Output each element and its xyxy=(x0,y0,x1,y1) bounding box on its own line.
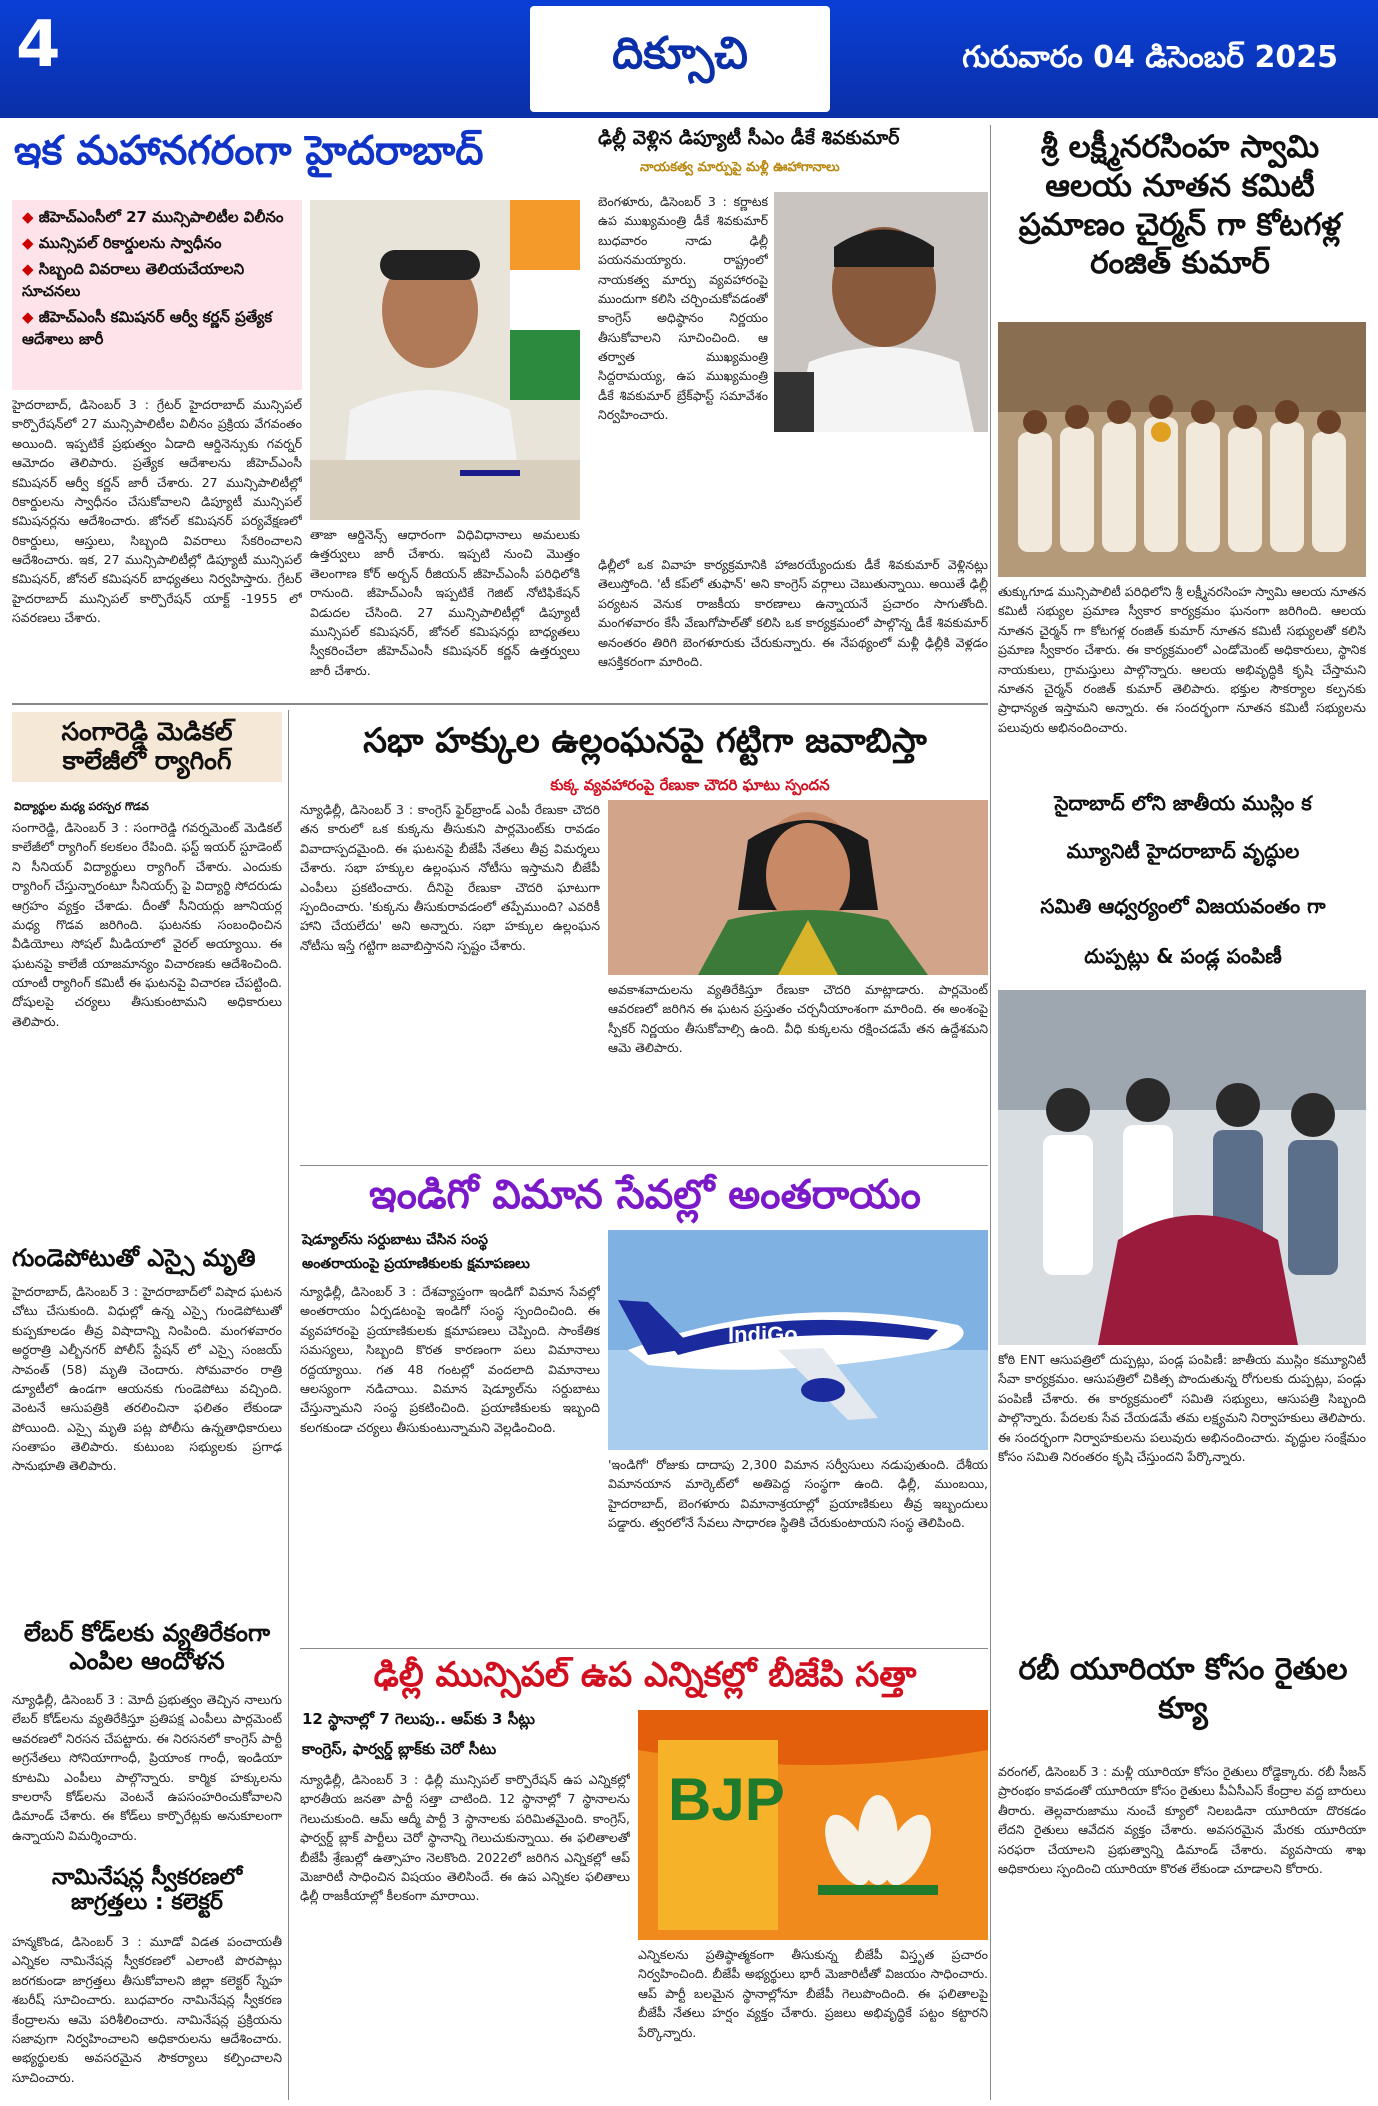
indigo-bullet: షెడ్యూల్‌ను సర్దుబాటు చేసిన సంస్థ xyxy=(302,1232,489,1248)
hyd-headline: ఇక మహానగరంగా హైదరాబాద్ xyxy=(14,128,484,174)
renuka-photo xyxy=(608,800,988,975)
rabi-body: వరంగల్, డిసెంబర్ 3 : మళ్లీ యూరియా కోసం రైతులు రోడ్డెక్కారు. రబీ సీజన్ ప్రారంభం కావడంతో యూరియా కోసం రైతులు పీఏసీఎస్ కేంద్రాల వద్ద బారులు తీరారు. తెల్లవారుజాము నుంచే క్యూలో నిలబడినా యూరియా దొరకడం లేదని రైతులు ఆవేదన వ్యక్తం చేశారు. అవసరమైన మేరకు యూరియా సరఫరా చేయాలని ప్రభుత్వాన్ని డిమాండ్ చేశారు. వ్యవసాయ శాఖ అధికారులు స్పందించి యూరియా కొరత లేకుండా చూడాలని కోరారు. xyxy=(998,1764,1366,1876)
renuka-headline: సభా హక్కుల ఉల్లంఘనపై గట్టిగా జవాబిస్తా xyxy=(363,721,927,761)
page-number: 4 xyxy=(16,8,61,82)
renuka-subtitle: కుక్క వ్యవహారంపై రేణుకా చౌదరి ఘాటు స్పందన xyxy=(550,776,830,794)
nomination-body: హన్మకొండ, డిసెంబర్ 3 : మూడో విడత పంచాయతీ ఎన్నికల నామినేషన్ల స్వీకరణలో ఎలాంటి పొరపాట్లు జరగకుండా జాగ్రత్తలు తీసుకోవాలని జిల్లా కలెక్టర్ స్నేహ శబరీష్ సూచించారు. బుధవారం నామినేషన్ల స్వీకరణ కేంద్రాలను ఆమె పరిశీలించారు. నామినేషన్ల ప్రక్రియను సజావుగా నిర్వహించాలని అధికారులను ఆదేశించారు. అభ్యర్థులకు అవసరమైన సౌకర్యాలు కల్పించాలని సూచించారు. xyxy=(12,1934,282,2085)
temple-group-photo xyxy=(998,322,1366,577)
issue-date: గురువారం 04 డిసెంబర్ 2025 xyxy=(962,40,1338,75)
saidabad-photo xyxy=(998,990,1366,1345)
heart-body: హైదరాబాద్, డిసెంబర్ 3 : హైదరాబాద్‌లో విషాద ఘటన చోటు చేసుకుంది. విధుల్లో ఉన్న ఎస్సై గుండెపోటుతో కుప్పకూలడం తీవ్ర విషాదాన్ని నింపింది. మంగళవారం అర్ధరాత్రి ఎల్బీనగర్ పోలీస్ స్టేషన్ లో ఎస్సై సంజయ్ సావంత్ (58) మృతి చెందారు. సోమవారం రాత్రి డ్యూటీలో ఉండగా ఆయనకు గుండెపోటు వచ్చింది. వెంటనే ఆసుపత్రికి తరలించినా ఫలితం లేకుండా పోయింది. ఎస్సై మృతి పట్ల పోలీసు ఉన్నతాధికారులు సంతాపం తెలిపారు. కుటుంబ సభ్యులకు ప్రగాఢ సానుభూతి తెలిపారు. xyxy=(12,1284,282,1474)
dks-photo xyxy=(774,192,988,432)
renuka-body-1: న్యూఢిల్లీ, డిసెంబర్ 3 : కాంగ్రెస్ ఫైర్‌బ్రాండ్ ఎంపీ రేణుకా చౌదరి తన కారులో ఒక కుక్కను తీసుకుని పార్లమెంట్‌కు రావడం వివాదాస్పదమైంది. ఈ ఘటనపై బీజేపీ నేతలు తీవ్ర విమర్శలు చేశారు. సభా హక్కుల ఉల్లంఘన నోటీసు ఇస్తామని బీజేపీ ఎంపీలు ప్రకటించారు. దీనిపై రేణుకా చౌదరి ఘాటుగా స్పందించారు. 'కుక్కను తీసుకురావడంలో తప్పేముంది? ఎవరికీ హాని చేయలేదు' అని అన్నారు. సభా హక్కుల ఉల్లంఘన నోటీసు ఇస్తే గట్టిగా జవాబిస్తానని స్పష్టం చేశారు. xyxy=(300,802,600,953)
medical-body: సంగారెడ్డి, డిసెంబర్ 3 : సంగారెడ్డి గవర్నమెంట్ మెడికల్ కాలేజీలో ర్యాగింగ్ కలకలం రేపింది. ఫస్ట్ ఇయర్ స్టూడెంట్ ని సీనియర్ విద్యార్థులు ర్యాగింగ్ చేశారు. ఎందుకు ర్యాగింగ్ చేస్తున్నారంటూ సీనియర్స్ పై విద్యార్థి సోదరుడు ఆగ్రహం వ్యక్తం చేశాడు. దీంతో సీనియర్లు జూనియర్ల మధ్య గొడవ జరిగింది. ఘటనకు సంబంధించిన వీడియోలు సోషల్ మీడియాలో వైరల్ అయ్యాయి. ఈ ఘటనపై కాలేజీ యాజమాన్యం విచారణకు ఆదేశించింది. యాంటీ ర్యాగింగ్ కమిటీ ఈ ఘటనపై విచారణ చేపట్టింది. దోషులపై చర్యలు తీసుకుంటామని అధికారులు తెలిపారు. xyxy=(12,820,282,1029)
medical-subtitle: విద్యార్థుల మధ్య పరస్పర గొడవ xyxy=(14,800,149,813)
newspaper-logo: దిక్సూచి xyxy=(530,6,830,112)
renuka-body-2: అవకాశవాదులను వ్యతిరేకిస్తూ రేణుకా చౌదరి మాట్లాడారు. పార్లమెంట్ ఆవరణలో జరిగిన ఈ ఘటన ప్రస్తుతం చర్చనీయాంశంగా మారింది. ఈ అంశంపై స్పీకర్ నిర్ణయం తీసుకోవాల్సి ఉంది. వీధి కుక్కలను రక్షించడమే తన ఉద్దేశమని ఆమె తెలిపారు. xyxy=(608,982,988,1056)
labour-headline: లేబర్ కోడ్‌లకు వ్యతిరేకంగా ఎంపిల ఆందోళన xyxy=(23,1619,271,1675)
hyd-bullets xyxy=(12,200,302,390)
bjp-flag-text: BJP xyxy=(668,1766,785,1833)
indigo-plane-photo xyxy=(608,1230,988,1450)
hyd-body-1: హైదరాబాద్, డిసెంబర్ 3 : గ్రేటర్ హైదరాబాద్ మున్సిపల్ కార్పొరేషన్‌లో 27 మున్సిపాలిటీల విలీనం ప్రక్రియ వేగవంతం అయింది. ఇప్పటికే ప్రభుత్వం ఏడాది ఆర్డినెన్సుకు గవర్నర్ ఆమోదం తెలిపారు. ప్రత్యేక ఆదేశాలను జీహెచ్‌ఎంసీ కమిషనర్ ఆర్వీ కర్ణన్ జారీ చేశారు. 27 మున్సిపాలిటీల్లో రికార్డులను స్వాధీనం చేసుకోవాలని డిప్యూటీ మున్సిపల్ కమిషనర్లను ఆదేశించారు. జోనల్ కమిషనర్ పర్యవేక్షణలో రికార్డులు, ఆస్తులు, సిబ్బంది వివరాలు సేకరించాలని ఆదేశించారు. ఇక, 27 మున్సిపాలిటీల్లో డిప్యూటీ మున్సిపల్ కమిషనర్, జోనల్ కమిషనర్ బాధ్యతలు నిర్వహిస్తారు. గ్రేటర్ హైదరాబాద్ మున్సిపల్ కార్పొరేషన్ యాక్ట్ -1955 లో సవరణలు చేశారు. xyxy=(12,397,302,626)
delhi-body-2: ఎన్నికలను ప్రతిష్ఠాత్మకంగా తీసుకున్న బీజేపీ విస్తృత ప్రచారం నిర్వహించింది. బీజేపీ అభ్యర్థులు భారీ మెజారిటీతో విజయం సాధించారు. ఆప్ పార్టీ బలమైన స్థానాల్లోనూ బీజేపీ గెలుపొందింది. ఈ ఫలితాలపై బీజేపీ నేతలు హర్షం వ్యక్తం చేశారు. ప్రజలు అభివృద్ధికే పట్టం కట్టారని పేర్కొన్నారు. xyxy=(638,1947,988,2040)
delhi-bullet: కాంగ్రెస్, ఫార్వర్డ్ బ్లాక్‌కు చెరో సీటు xyxy=(302,1740,497,1758)
column-separator xyxy=(288,710,289,2100)
delhi-headline: ఢిల్లీ మున్సిపల్ ఉప ఎన్నికల్లో బీజేపి సత్తా xyxy=(373,1655,917,1695)
hyd-bullet: ◆ జీహెచ్ఎంసీ కమిషనర్ ఆర్వీ కర్ణన్ ప్రత్యేక ఆదేశాలు జారీ xyxy=(22,308,292,352)
labour-body: న్యూఢిల్లీ, డిసెంబర్ 3 : మోదీ ప్రభుత్వం తెచ్చిన నాలుగు లేబర్ కోడ్‌లను వ్యతిరేకిస్తూ ప్రతిపక్ష ఎంపీలు పార్లమెంట్ ఆవరణలో నిరసన చేపట్టారు. ఈ నిరసనలో కాంగ్రెస్ పార్టీ అగ్రనేతలు సోనియాగాంధీ, ప్రియాంక గాంధీ, ఇండియా కూటమి ఎంపీలు పాల్గొన్నారు. కార్మిక హక్కులను కాలరాసే కోడ్‌లను వెంటనే ఉపసంహరించుకోవాలని డిమాండ్ చేశారు. ఈ కోడ్‌లు కార్పొరేట్లకు అనుకూలంగా ఉన్నాయని విమర్శించారు. xyxy=(12,1692,282,1843)
saidabad-title-3: సమితి ఆధ్వర్యంలో విజయవంతం గా xyxy=(1040,894,1326,918)
nomination-headline: నామినేషన్ల స్వీకరణలో జాగ్రత్తలు : కలెక్టర్ xyxy=(51,1865,243,1916)
indigo-logo-text: IndiGo xyxy=(728,1322,798,1347)
hyd-body-2: తాజా ఆర్డినెన్స్ ఆధారంగా విధివిధానాలు అమలుకు ఉత్తర్వులు జారీ చేశారు. ఇప్పటి నుంచి మొత్తం తెలంగాణ కోర్ అర్బన్ రీజియన్ జీహెచ్‌ఎంసీ పరిధిలోకి రానుంది. జీహెచ్ఎంసీ ఇప్పటికే గెజిట్ నోటిఫికేషన్ విడుదల చేసింది. 27 మున్సిపాలిటీల్లో డిప్యూటీ మున్సిపల్ కమిషనర్, జోనల్ కమిషనర్లు బాధ్యతలు స్వీకరించేలా జీహెచ్‌ఎంసీ కమిషనర్ కర్ణన్ ఉత్తర్వులు జారీ చేశారు. xyxy=(310,527,580,678)
saidabad-title-1: సైదాబాద్ లోని జాతీయ ముస్లిం క xyxy=(1054,791,1312,815)
temple-headline: శ్రీ లక్ష్మీనరసింహ స్వామి ఆలయ నూతన కమిటీ ప్రమాణం చైర్మన్ గా కోటగళ్ల రంజిత్ కుమార్ xyxy=(1018,129,1342,282)
row-separator xyxy=(300,1165,988,1166)
dks-body-2: ఢిల్లీలో ఒక వివాహ కార్యక్రమానికి హాజరయ్యేందుకు డీకే శివకుమార్ వెళ్లినట్లు తెలుస్తోంది. 'టీ కప్‌లో తుఫాన్' అని కాంగ్రెస్ వర్గాలు చెబుతున్నాయి. అయితే ఢిల్లీ పర్యటన వెనుక రాజకీయ కారణాలు ఉన్నాయనే ప్రచారం సాగుతోంది. మంగళవారం కేసీ వేణుగోపాల్‌తో కలిసి ఒక కార్యక్రమంలో పాల్గొన్న డీకే శివకుమార్ అనంతరం తిరిగి బెంగళూరుకు చేరుకున్నారు. ఈ నేపథ్యంలో మళ్లీ ఢిల్లీకి వెళ్లడం ఆసక్తికరంగా మారింది. xyxy=(598,557,988,669)
dks-subtitle: నాయకత్వ మార్పుపై మళ్లీ ఊహాగానాలు xyxy=(640,160,840,175)
saidabad-title-4: దుప్పట్లు & పండ్ల పంపిణీ xyxy=(1084,944,1282,968)
dks-body-1: బెంగళూరు, డిసెంబర్ 3 : కర్ణాటక ఉప ముఖ్యమంత్రి డీకే శివకుమార్ బుధవారం నాడు ఢిల్లీ పయనమయ్యారు. రాష్ట్రంలో నాయకత్వ మార్పు వ్యవహారంపై ముందుగా కలిసి చర్చించుకోవడంతో కాంగ్రెస్ అధిష్ఠానం నిర్ణయం తీసుకోవాలని సూచించింది. ఆ తర్వాత ముఖ్యమంత్రి సిద్దరామయ్య, ఉప ముఖ్యమంత్రి డీకే శివకుమార్ బ్రేక్‌ఫాస్ట్ సమావేశం నిర్వహించారు. xyxy=(598,194,768,423)
heart-headline: గుండెపోటుతో ఎస్సై మృతి xyxy=(12,1244,256,1272)
hyd-bullet: ◆ జీహెచ్‌ఎంసీలో 27 మున్సిపాలిటీల విలీనం xyxy=(22,208,292,230)
medical-headline: సంగారెడ్డి మెడికల్ కాలేజీలో ర్యాగింగ్ xyxy=(12,712,282,782)
column-separator xyxy=(990,125,991,2100)
page-header xyxy=(0,0,1378,118)
hyd-official-photo xyxy=(310,200,580,520)
indigo-headline: ఇండిగో విమాన సేవల్లో అంతరాయం xyxy=(369,1172,921,1218)
indigo-body-2: 'ఇండిగో' రోజుకు దాదాపు 2,300 విమాన సర్వీసులు నడుపుతుంది. దేశీయ విమానయాన మార్కెట్‌లో అతిపెద్ద సంస్థగా ఉంది. ఢిల్లీ, ముంబయి, హైదరాబాద్, బెంగళూరు విమానాశ్రయాల్లో ప్రయాణికులు తీవ్ర ఇబ్బందులు పడ్డారు. త్వరలోనే సేవలు సాధారణ స్థితికి చేరుకుంటాయని సంస్థ తెలిపింది. xyxy=(608,1457,988,1531)
hyd-bullet: ◆ మున్సిపల్ రికార్డులను స్వాధీనం xyxy=(22,234,292,256)
temple-body: తుక్కుగూడ మున్సిపాలిటీ పరిధిలోని శ్రీ లక్ష్మీనరసింహ స్వామి ఆలయ నూతన కమిటీ సభ్యుల ప్రమాణ స్వీకార కార్యక్రమం ఘనంగా జరిగింది. ఆలయ నూతన చైర్మన్ గా కోటగళ్ల రంజిత్ కుమార్ నూతన కమిటీ సభ్యులతో కలిసి ప్రమాణ స్వీకారం చేశారు. ఈ కార్యక్రమంలో ఎండోమెంట్ అధికారులు, స్థానిక నాయకులు, గ్రామస్తులు పాల్గొన్నారు. ఆలయ అభివృద్ధికి కృషి చేస్తామని నూతన చైర్మన్ రంజిత్ కుమార్ తెలిపారు. భక్తుల సౌకర్యాల కల్పనకు ప్రాధాన్యత ఇస్తామని అన్నారు. ఈ సందర్భంగా నూతన కమిటీ సభ్యులను పలువురు అభినందించారు. xyxy=(998,584,1366,735)
hyd-bullet: ◆ సిబ్బంది వివరాలు తెలియచేయాలని సూచనలు xyxy=(22,260,292,304)
row-separator xyxy=(300,1648,988,1649)
saidabad-body: కోఠి ENT ఆసుపత్రిలో దుప్పట్లు, పండ్ల పంపిణీ: జాతీయ ముస్లిం కమ్యూనిటీ సేవా కార్యక్రమం. ఆసుపత్రిలో చికిత్స పొందుతున్న రోగులకు దుప్పట్లు, పండ్లు పంపిణీ చేశారు. ఈ కార్యక్రమంలో సమితి సభ్యులు, ఆసుపత్రి సిబ్బంది పాల్గొన్నారు. పేదలకు సేవ చేయడమే తమ లక్ష్యమని నిర్వాహకులు తెలిపారు. ఈ సందర్భంగా నిర్వాహకులను పలువురు అభినందించారు. వృద్ధుల సంక్షేమం కోసం సమితి నిరంతరం కృషి చేస్తుందని పేర్కొన్నారు. xyxy=(998,1352,1366,1464)
delhi-bullet: 12 స్థానాల్లో 7 గెలుపు.. ఆప్‌కు 3 సీట్లు xyxy=(302,1710,535,1728)
bjp-flag-photo xyxy=(638,1710,988,1940)
row-separator xyxy=(12,703,988,705)
indigo-bullet: అంతరాయంపై ప్రయాణికులకు క్షమాపణలు xyxy=(302,1256,530,1272)
rabi-headline: రబీ యూరియా కోసం రైతుల క్యూ xyxy=(1018,1652,1348,1726)
saidabad-title-2: మ్యూనిటీ హైదరాబాద్ వృద్ధుల xyxy=(1066,839,1300,863)
dks-headline: ఢిల్లీ వెళ్లిన డిప్యూటీ సీఎం డీకే శివకుమార్ xyxy=(598,127,900,149)
delhi-body-1: న్యూఢిల్లీ, డిసెంబర్ 3 : ఢిల్లీ మున్సిపల్ కార్పొరేషన్ ఉప ఎన్నికల్లో భారతీయ జనతా పార్టీ సత్తా చాటింది. 12 స్థానాల్లో 7 స్థానాలను గెలుచుకుంది. ఆమ్ ఆద్మీ పార్టీ 3 స్థానాలకు పరిమితమైంది. కాంగ్రెస్, ఫార్వర్డ్ బ్లాక్ పార్టీలు చెరో స్థానాన్ని గెలుచుకున్నాయి. ఈ ఫలితాలతో బీజేపీ శ్రేణుల్లో ఉత్సాహం నెలకొంది. 2022లో జరిగిన ఎన్నికల్లో ఆప్ మెజారిటీ సాధించిన విషయం తెలిసిందే. ఈ ఉప ఎన్నికల ఫలితాలు ఢిల్లీ రాజకీయాల్లో కీలకంగా మారాయి. xyxy=(300,1772,630,1904)
indigo-body-1: న్యూఢిల్లీ, డిసెంబర్ 3 : దేశవ్యాప్తంగా ఇండిగో విమాన సేవల్లో అంతరాయం ఏర్పడటంపై ఇండిగో సంస్థ స్పందించింది. ఈ వ్యవహారంపై ప్రయాణికులకు క్షమాపణలు చెప్పింది. సాంకేతిక సమస్యలు, సిబ్బంది కొరత కారణంగా పలు విమానాలు రద్దయ్యాయి. గత 48 గంటల్లో వందలాది విమానాలు ఆలస్యంగా నడిచాయి. విమాన షెడ్యూల్‌ను సర్దుబాటు చేస్తున్నామని సంస్థ ప్రకటించింది. ప్రయాణికులకు ఇబ్బంది కలగకుండా చర్యలు తీసుకుంటున్నామని వెల్లడించింది. xyxy=(300,1284,600,1435)
